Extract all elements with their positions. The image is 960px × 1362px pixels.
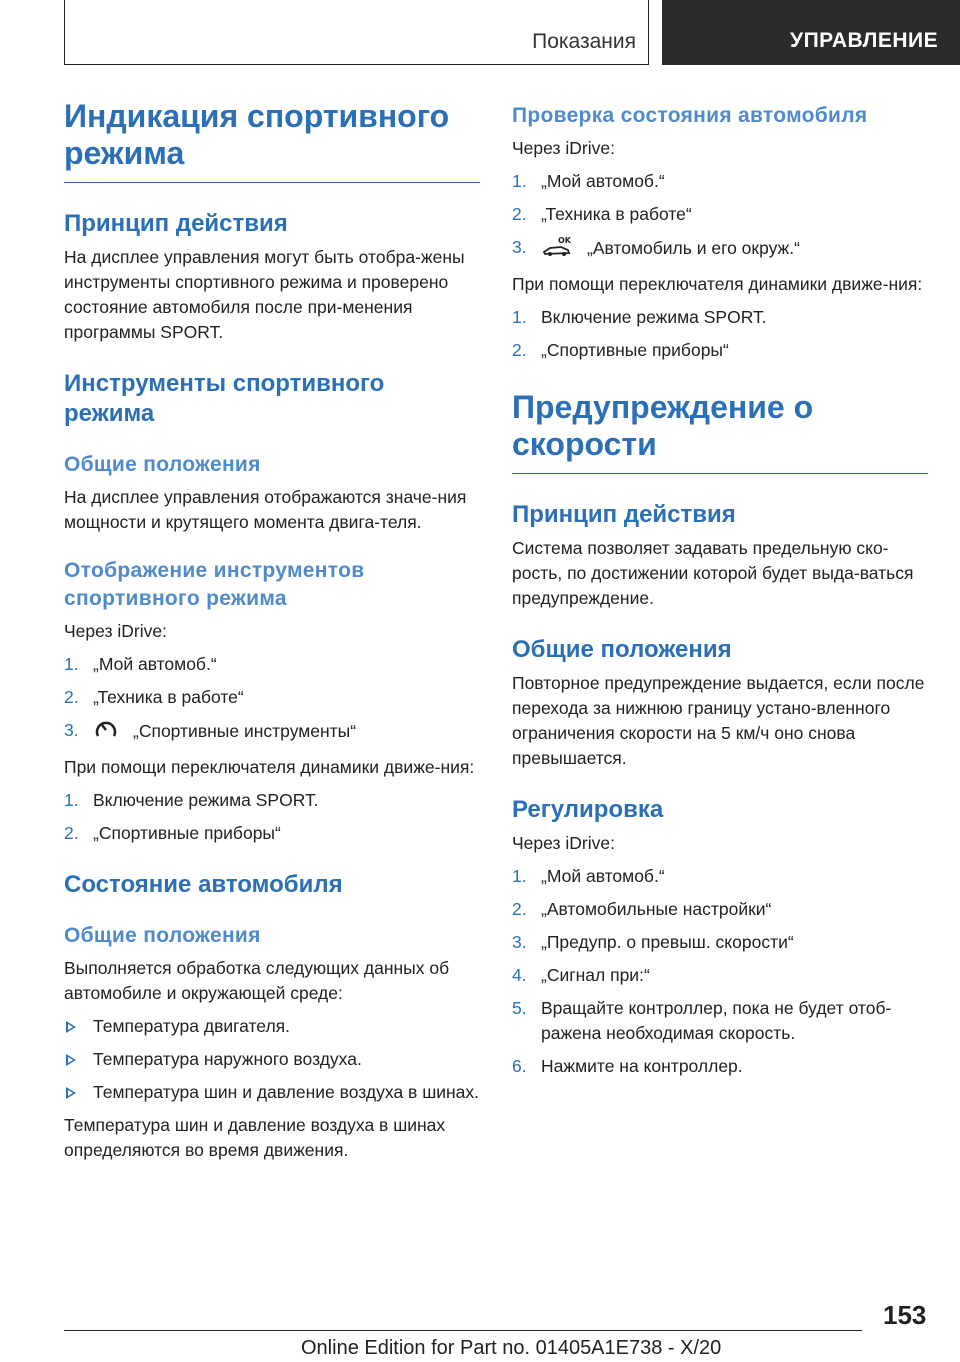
list-item: 6. Нажмите на контроллер.	[512, 1056, 743, 1076]
header-section-tab	[64, 0, 649, 65]
speed-principle-text: Система позволяет задавать предельную ско-рость, по достижении которой будет выда-ваться предупреждение.	[512, 538, 914, 608]
switch-text: При помощи переключателя динамики движе-ния:	[512, 274, 923, 294]
check-heading: Проверка состояния автомобиля	[512, 104, 868, 127]
adjust-via: Через iDrive:	[512, 833, 615, 853]
list-item: 1. „Мой автомоб.“	[512, 171, 665, 191]
speed-principle-heading: Принцип действия	[512, 501, 736, 528]
bullet-triangle-icon	[66, 1021, 76, 1033]
list-item: 3. OK „Автомобиль и его окруж.“	[512, 235, 928, 264]
header-chapter-tab	[662, 0, 960, 65]
principle-heading: Принцип действия	[64, 210, 288, 237]
page-number: 153	[883, 1300, 927, 1330]
list-item: 3. „Спортивные инструменты“	[64, 718, 480, 747]
speed-general-text: Повторное предупреждение выдается, если после перехода за нижнюю границу устано-вленного ограничения скорости на 5 км/ч оно снова превышается.	[512, 673, 925, 768]
header-section-label: Показания	[532, 30, 636, 53]
instruments-heading: Инструменты спортивного режима	[64, 370, 385, 427]
right-column	[512, 98, 928, 1079]
via-idrive: Через iDrive:	[512, 138, 615, 158]
adjust-heading: Регулировка	[512, 796, 664, 823]
list-item: 4. „Сигнал при:“	[512, 965, 650, 985]
list-item: 1. Включение режима SPORT.	[64, 790, 319, 810]
display-heading: Отображение инструментов спортивного режима	[64, 559, 365, 610]
car-ok-icon	[541, 235, 573, 264]
list-item: 2. „Техника в работе“	[64, 687, 244, 707]
state-general-heading: Общие положения	[64, 924, 261, 947]
switch-steps	[64, 788, 480, 846]
speed-warning-title: Предупреждение о скорости	[512, 389, 928, 474]
adjust-steps	[512, 864, 928, 1079]
state-text: Выполняется обработка следующих данных об автомобиле и окружающей среде:	[64, 958, 450, 1003]
bullet-triangle-icon	[66, 1054, 76, 1066]
list-item: 1. „Мой автомоб.“	[64, 654, 217, 674]
list-item: 5. Вращайте контроллер, пока не будет отоб-ражена необходимая скорость.	[512, 998, 892, 1043]
list-item: 1. „Мой автомоб.“	[512, 866, 665, 886]
state-bullets	[64, 1014, 480, 1105]
display-steps	[64, 652, 480, 747]
list-item: Температура двигателя.	[64, 1014, 480, 1039]
sport-display-title: Индикация спортивного режима	[64, 98, 480, 183]
gauge-icon	[93, 718, 119, 747]
speed-general-heading: Общие положения	[512, 636, 732, 663]
general-heading: Общие положения	[64, 453, 261, 476]
list-item: Температура шин и давление воздуха в шинах.	[64, 1080, 480, 1105]
list-item: 2. „Автомобильные настройки“	[512, 899, 772, 919]
list-item: Температура наружного воздуха.	[64, 1047, 480, 1072]
list-item: 2. „Техника в работе“	[512, 204, 692, 224]
state-note: Температура шин и давление воздуха в шинах определяются во время движения.	[64, 1115, 446, 1160]
general-text: На дисплее управления отображаются значе-ния мощности и крутящего момента двига-теля.	[64, 487, 467, 532]
list-item: 3. „Предупр. о превыш. скорости“	[512, 932, 794, 952]
switch-text: При помощи переключателя динамики движе-ния:	[64, 757, 475, 777]
principle-text: На дисплее управления могут быть отобра-жены инструменты спортивного режима и проверено состояние автомобиля после при-менения программы SPORT.	[64, 247, 465, 342]
list-item: 2. „Спортивные приборы“	[512, 340, 729, 360]
svg-text:OK: OK	[558, 236, 571, 245]
switch-steps	[512, 305, 928, 363]
bullet-triangle-icon	[66, 1087, 76, 1099]
list-item: 2. „Спортивные приборы“	[64, 823, 281, 843]
via-idrive: Через iDrive:	[64, 621, 167, 641]
state-heading: Состояние автомобиля	[64, 871, 343, 898]
footer-divider	[64, 1330, 862, 1331]
list-item: 1. Включение режима SPORT.	[512, 307, 767, 327]
header-chapter-label: УПРАВЛЕНИЕ	[790, 29, 939, 52]
check-steps	[512, 169, 928, 264]
footer-edition: Online Edition for Part no. 01405A1E738 - X/20	[301, 1337, 722, 1359]
left-column	[64, 98, 480, 1163]
